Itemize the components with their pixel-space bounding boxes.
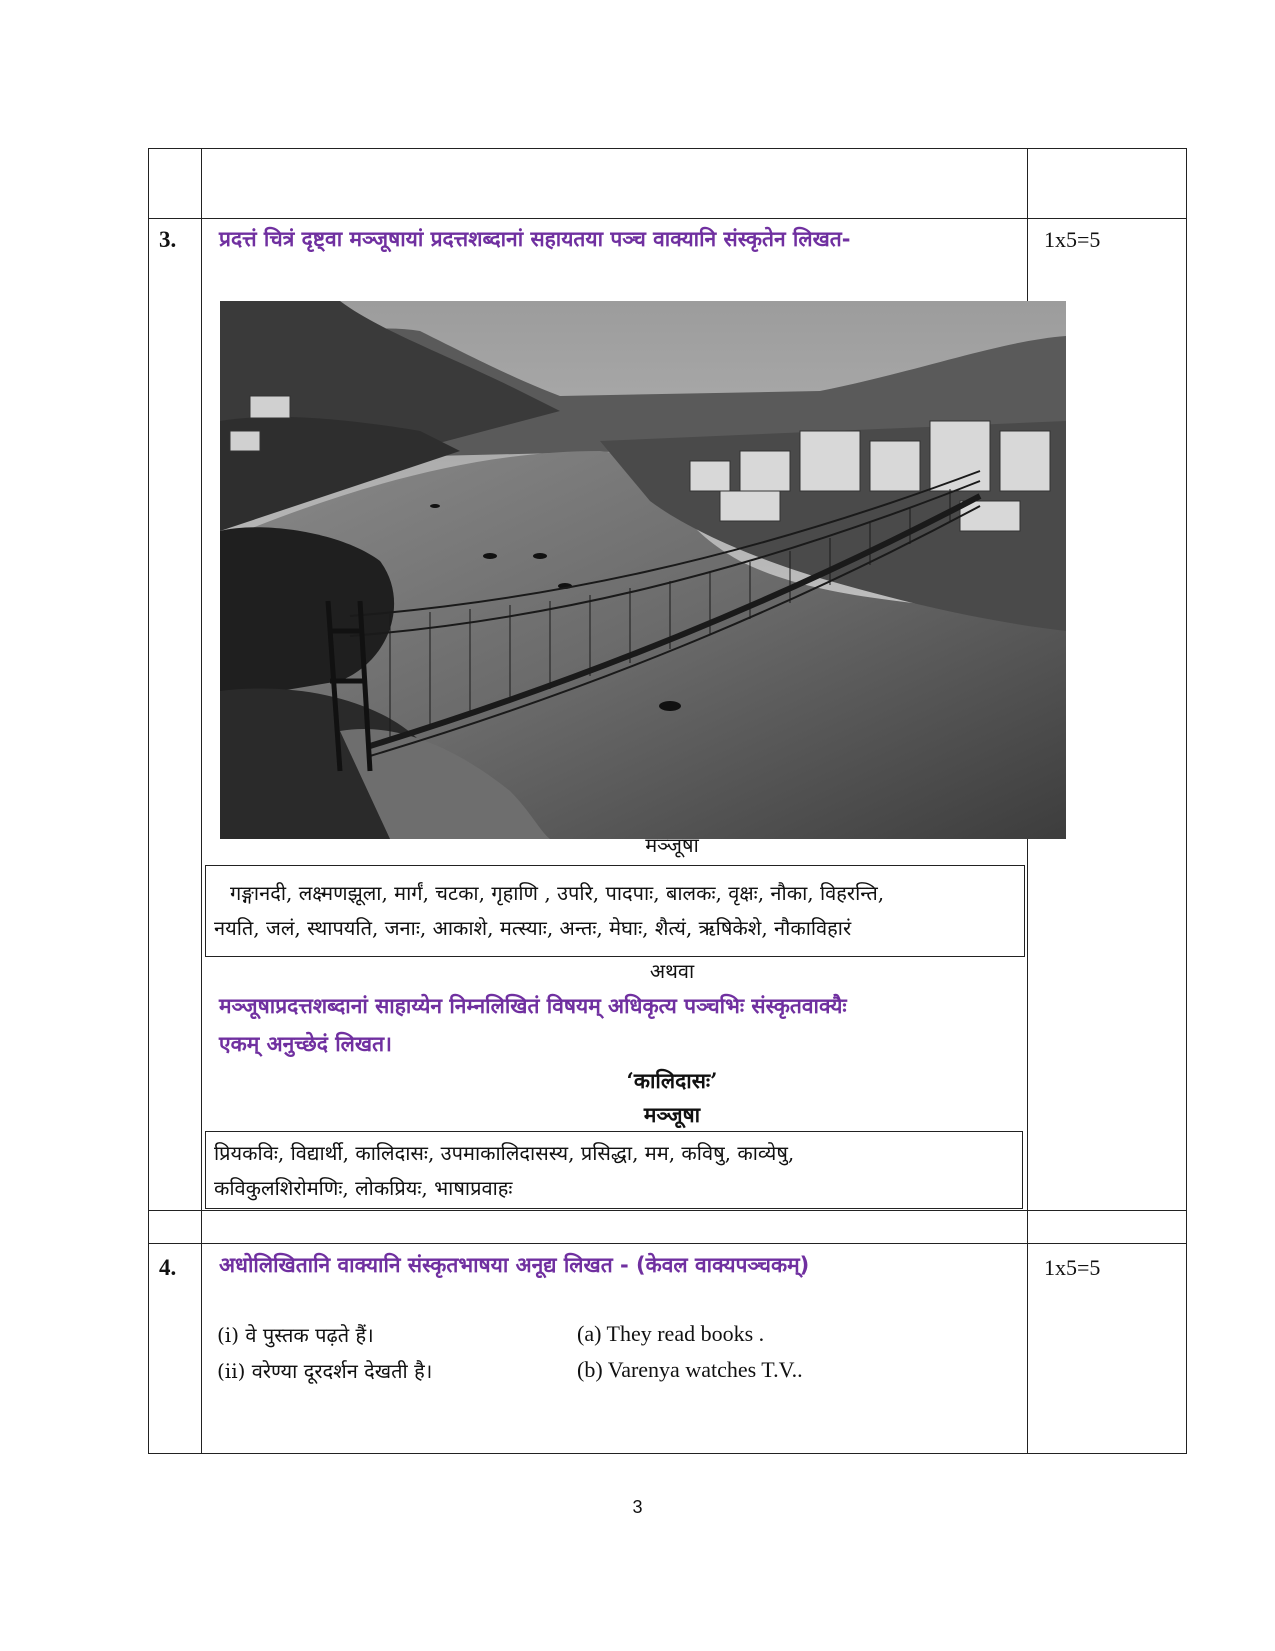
question-3-number: 3. xyxy=(159,227,177,252)
translation-item-1-hindi: (i) वे पुस्तक पढ़ते हैं। xyxy=(217,1323,374,1347)
translation-item-1-english: (a) They read books . xyxy=(577,1321,765,1346)
translation-item-2-hindi: (ii) वरेण्या दूरदर्शन देखती है। xyxy=(217,1359,433,1383)
page-number: 3 xyxy=(632,1497,643,1517)
question-4-instruction: अधोलिखितानि वाक्यानि संस्कृतभाषया अनूद्य लिखत - (केवल वाक्यपञ्चकम्) xyxy=(219,1253,810,1277)
question-3-instruction: प्रदत्तं चित्रं दृष्ट्वा मञ्जूषायां प्रदत्तशब्दानां सहायतया पञ्च वाक्यानि संस्कृतेन लिखत- xyxy=(219,227,851,251)
row-divider-1 xyxy=(149,218,1186,219)
essay-topic: ‘कालिदासः’ xyxy=(626,1068,718,1093)
word-box-2-line-1: प्रियकविः, विद्यार्थी, कालिदासः, उपमाकालिदासस्य, प्रसिद्धा, मम, कविषु, काव्येषु, xyxy=(214,1141,795,1165)
row-divider-2 xyxy=(149,1210,1186,1211)
alt-instruction xyxy=(219,987,1059,1063)
word-box-1-line-2: नयति, जलं, स्थापयति, जनाः, आकाशे, मत्स्याः, अन्तः, मेघाः, शैत्यं, ऋषिकेशे, नौकाविहारं xyxy=(214,916,852,940)
question-table xyxy=(148,148,1187,1454)
question-4-number: 4. xyxy=(159,1255,177,1280)
manjusha-label-2: मञ्जूषा xyxy=(643,1102,701,1127)
question-4-marks: 1x5=5 xyxy=(1044,1255,1101,1280)
word-box-2-line-2: कविकुलशिरोमणिः, लोकप्रियः, भाषाप्रवाहः xyxy=(214,1176,513,1200)
word-box-1-line-1: गङ्गानदी, लक्ष्मणझूला, मार्गं, चटका, गृहाणि , उपरि, पादपाः, बालकः, वृक्षः, नौका, विहरन्ति, xyxy=(230,881,885,905)
river-bridge-photo xyxy=(220,301,1066,839)
manjusha-label: मञ्जूषा xyxy=(645,833,699,857)
alt-instruction-line-2: एकम् अनुच्छेदं लिखत। xyxy=(219,1032,393,1056)
word-box-1 xyxy=(205,865,1025,957)
alt-instruction-line-1: मञ्जूषाप्रदत्तशब्दानां साहाय्येन निम्नलिखितं विषयम् अधिकृत्य पञ्चभिः संस्कृतवाक्यैः xyxy=(219,994,847,1018)
translation-item-2-english: (b) Varenya watches T.V.. xyxy=(577,1357,803,1382)
column-divider-1 xyxy=(201,149,202,1453)
row-divider-3 xyxy=(149,1243,1186,1244)
word-box-2 xyxy=(205,1131,1023,1209)
athava-label: अथवा xyxy=(649,959,695,983)
question-3-marks: 1x5=5 xyxy=(1044,227,1101,252)
